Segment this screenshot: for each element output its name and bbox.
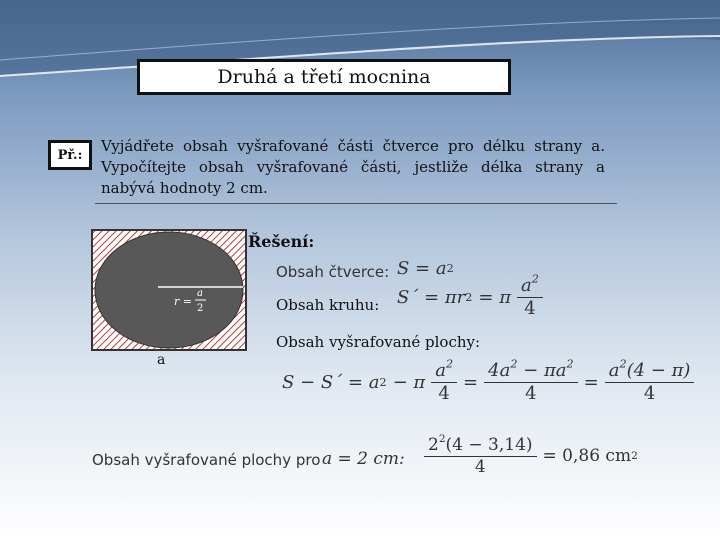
slide-title (137, 59, 511, 95)
circle-formula-eq: = π (478, 287, 512, 309)
shaded-f1-num: a (435, 360, 446, 381)
numeric-num-exp: 2 (438, 433, 446, 446)
solution-heading: Řešení: (248, 232, 315, 251)
numeric-num-rest: (4 − 3,14) (445, 435, 533, 455)
circle-frac-num-exp: 2 (531, 272, 539, 286)
shaded-minus-pi: − π (392, 372, 426, 394)
shaded-f2-den: 4 (525, 382, 537, 404)
shaded-area-label: Obsah vyšrafované plochy: (276, 333, 481, 351)
shaded-f3-num-a: a (608, 360, 620, 381)
slide-title-text: Druhá a třetí mocnina (217, 66, 431, 88)
numeric-result-formula: $\frac{2^2(4 - 3,14)}{4}$ = 0,86 cm 2 (418, 436, 638, 477)
shaded-f3-num-b: (4 − π) (626, 360, 691, 381)
numeric-num-base: 2 (428, 435, 439, 455)
circle-area-formula: S´ = πr 2 = π $\frac{a^2}{4}$ (397, 276, 549, 319)
numeric-label: Obsah vyšrafované plochy pro (92, 451, 321, 469)
circle-formula-lhs: S´ = πr (397, 287, 466, 309)
shaded-f1-num-exp: 2 (445, 357, 454, 371)
shaded-area-formula: S − S´ = a 2 − π $\frac{a^2}{4}$ = $\frac{4a^2 - \pi a^2}{4}$ = $\frac{a^2(4 - \pi)}{4}$ (282, 361, 700, 404)
example-badge-text: Př.: (57, 147, 83, 163)
square-formula-lhs: S = a (397, 258, 447, 279)
example-badge (48, 140, 92, 170)
radius-den: 2 (197, 303, 204, 314)
circle-fraction (517, 272, 543, 319)
radius-label: r = (174, 295, 192, 308)
shaded-f3-num-exp: 2 (619, 357, 627, 371)
shaded-f2-num-b: − πa (517, 360, 567, 381)
numeric-cond: a = 2 cm: (322, 449, 405, 469)
shaded-fraction-3 (605, 357, 695, 404)
circle-frac-num: a (521, 275, 532, 296)
circle-frac-den: 4 (524, 297, 536, 319)
shaded-f1-den: 4 (438, 382, 450, 404)
shaded-fraction-2 (484, 357, 578, 404)
shaded-f2-num-exp2: 2 (566, 357, 574, 371)
side-label: a (157, 352, 166, 368)
divider-line (95, 203, 617, 204)
shaded-f2-num-exp1: 2 (510, 357, 518, 371)
shaded-lhs: S − S´ = a (282, 372, 380, 394)
radius-num: a (197, 288, 203, 299)
circle-area-label: Obsah kruhu: (276, 296, 380, 314)
shaded-f3-den: 4 (643, 382, 656, 404)
shaded-fraction-1 (431, 357, 457, 404)
shaded-f2-num-a: 4a (488, 360, 511, 381)
square-circle-figure (90, 228, 250, 354)
circle-shape (95, 232, 243, 348)
task-text: Vyjádřete obsah vyšrafované části čtverce pro délku strany a. Vypočítejte obsah vyšrafované části, jestliže délka strany a nabývá hodnoty 2 cm. (101, 137, 605, 197)
square-area-formula: S = a 2 (397, 258, 454, 279)
square-area-label: Obsah čtverce: (276, 263, 390, 281)
numeric-result: = 0,86 cm (542, 446, 632, 467)
numeric-condition (322, 449, 405, 469)
numeric-den: 4 (474, 456, 486, 477)
